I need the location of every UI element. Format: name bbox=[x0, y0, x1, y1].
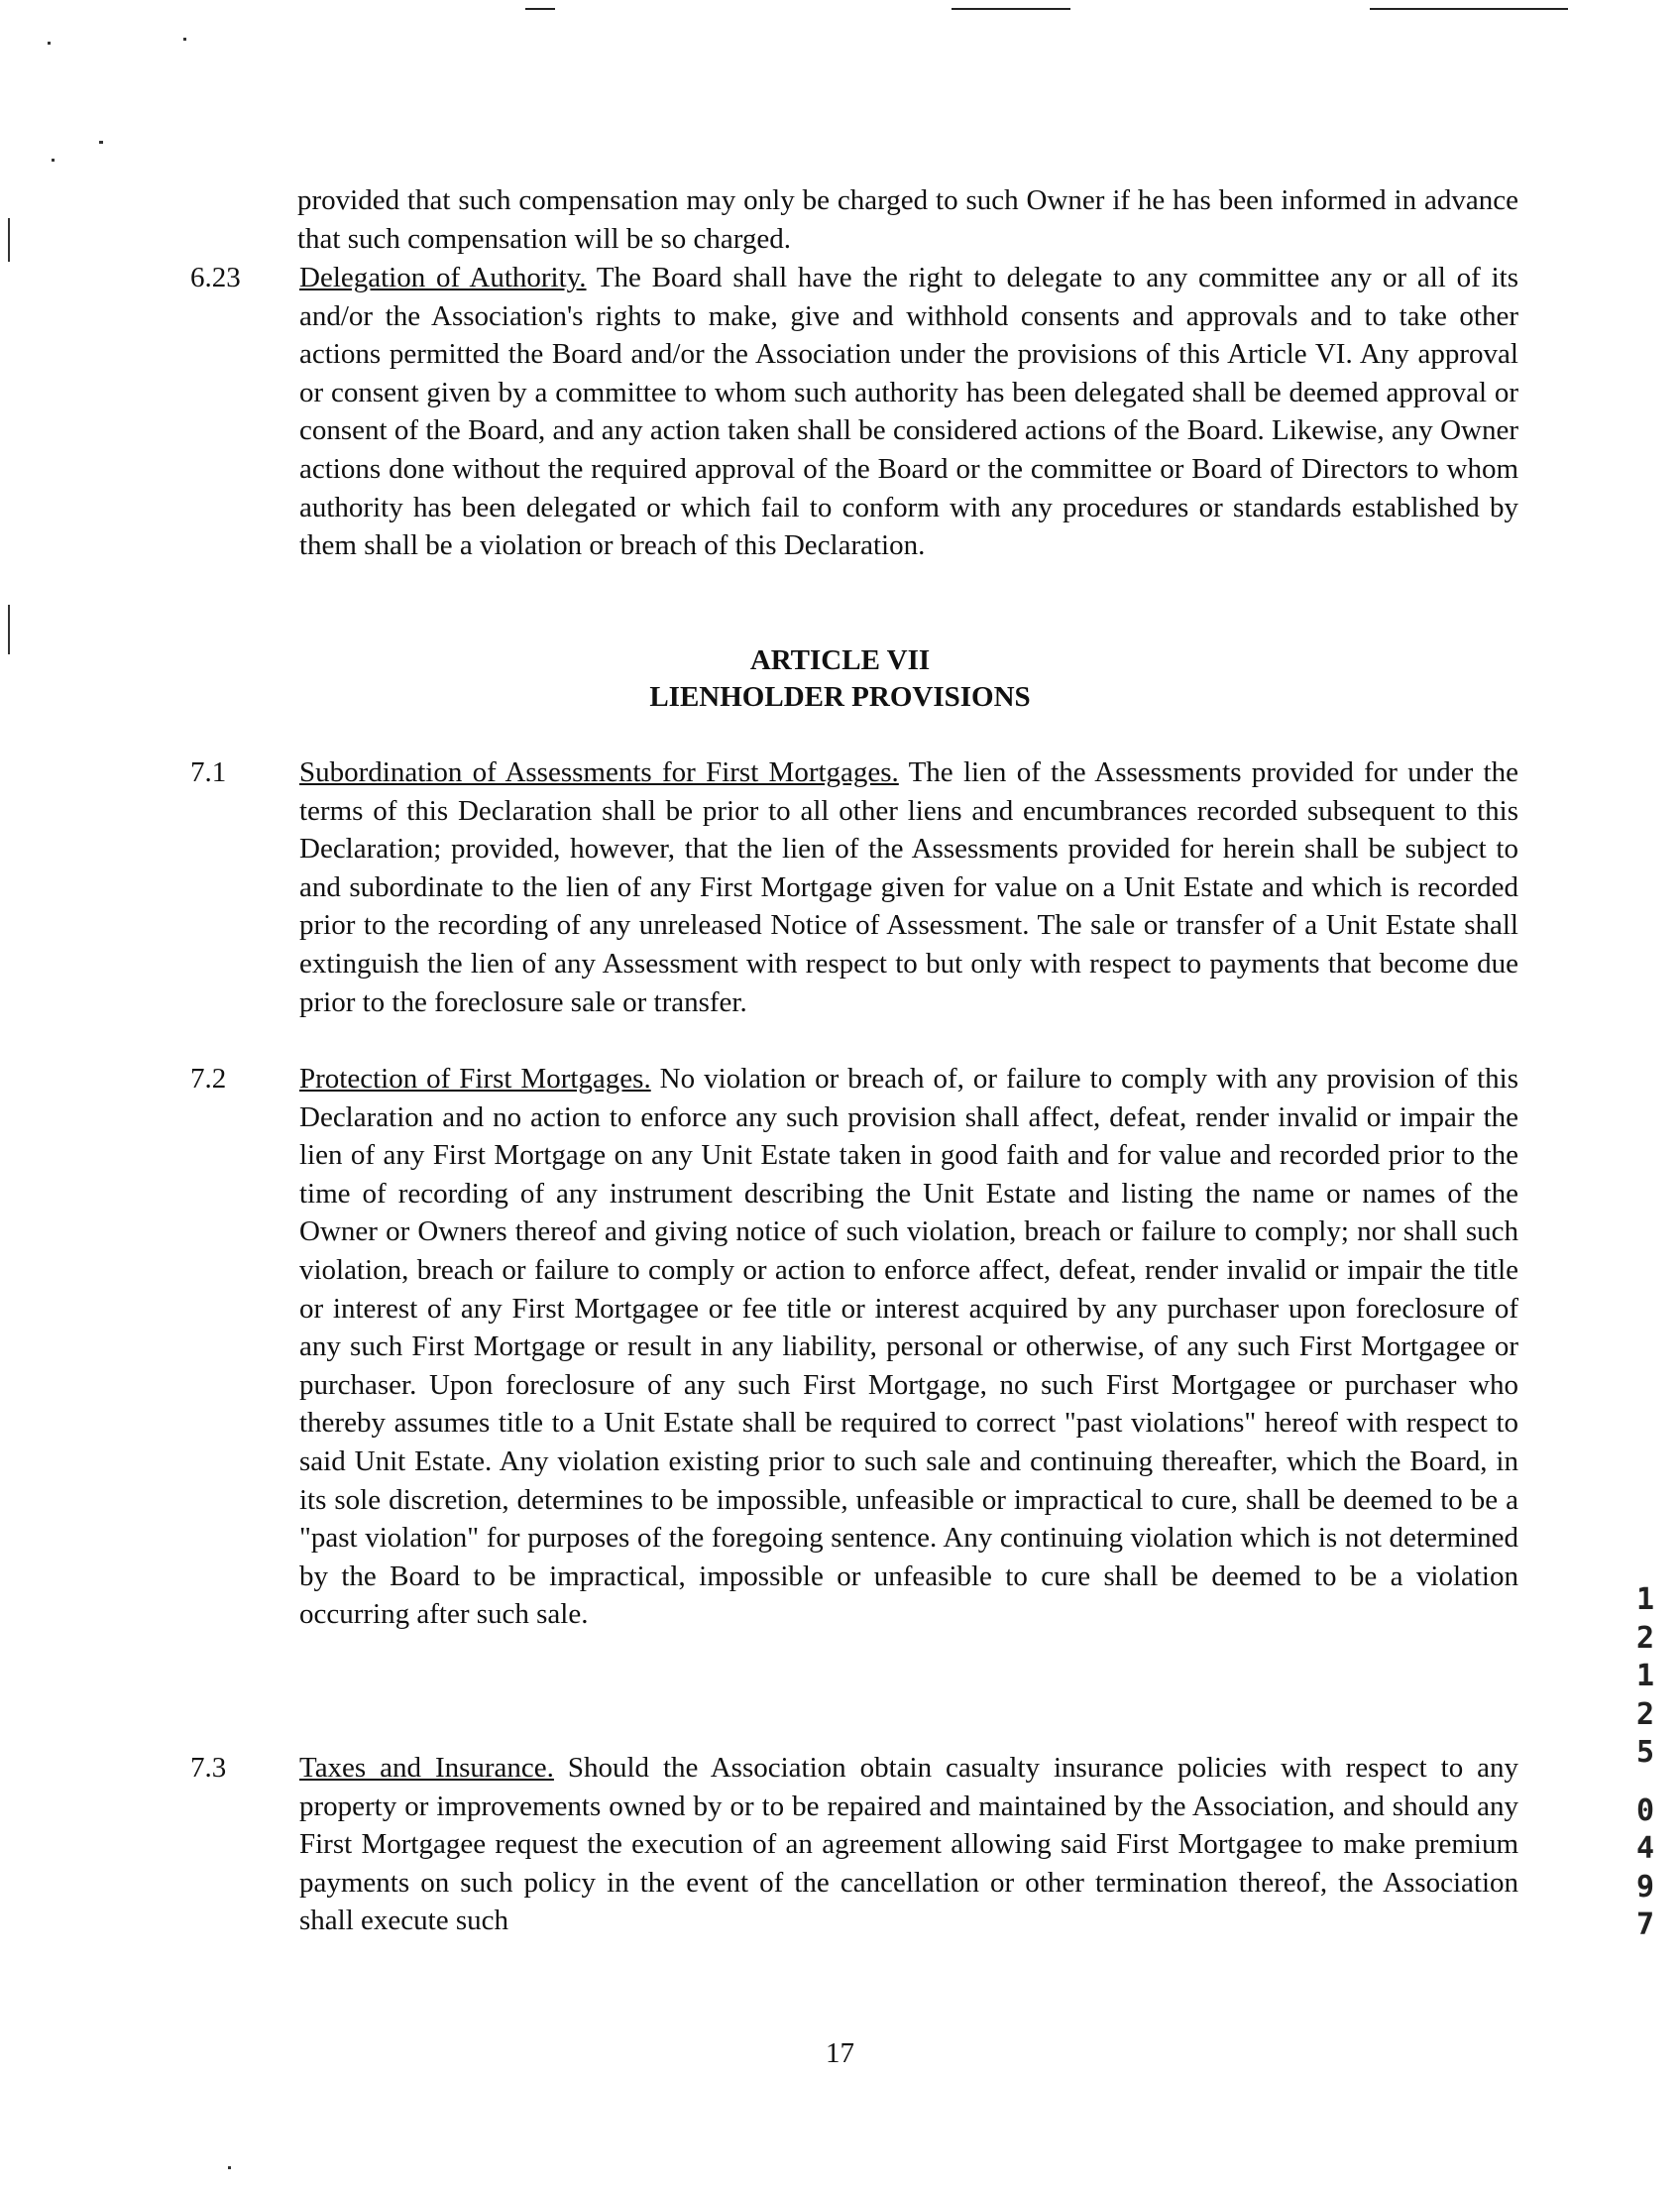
article-subtitle: LIENHOLDER PROVISIONS bbox=[649, 681, 1031, 713]
paragraph-body bbox=[299, 1749, 1518, 1940]
paragraph-7-3 bbox=[190, 1749, 1518, 1940]
section-heading: Subordination of Assessments for First Mortgages. bbox=[299, 756, 899, 788]
article-title: ARTICLE VII bbox=[749, 644, 931, 676]
section-text: Should the Association obtain casualty insurance policies with respect to any property or improvements owned by or to be repaired and maintained by the Association, and should any First Mortgagee request the execution of an agreement allowing said First Mortgagee to make premium payments on such policy in the event of the cancellation or other termination thereof, the Association shall execute such bbox=[299, 1752, 1519, 1937]
stamp-digit: 0 bbox=[1635, 1792, 1655, 1828]
section-text: The Board shall have the right to delegate to any committee any or all of its and/or the Association's rights to make, give and withhold consents and approvals and to take other actions permitted the Board and/or the Association under the provisions of this Article VI. Any approval or consent given by a committee to whom such authority has been delegated shall be deemed approval or consent of the Board, and any action taken shall be considered actions of the Board. Likewise, any Owner actions done without the required approval of the Board or the committee or Board of Directors to whom authority has been delegated or which fail to conform with any procedures or standards established by them shall be a violation or breach of this Declaration. bbox=[299, 262, 1518, 562]
scan-speck bbox=[52, 159, 55, 162]
section-number: 7.2 bbox=[190, 1063, 227, 1095]
stamp-digit: 2 bbox=[1635, 1620, 1655, 1656]
section-text: The lien of the Assessments provided for under the terms of this Declaration shall be prior to all other liens and encumbrances recorded subsequent to this Declaration; provided, however, that the lien of the Assessments provided for herein shall be subject to and subordinate to the lien of any First Mortgage given for value on a Unit Estate and which is recorded prior to the recording of any unreleased Notice of Assessment. The sale or transfer of a Unit Estate shall extinguish the lien of any Assessment with respect to but only with respect to payments that become due prior to the foreclosure sale or transfer. bbox=[299, 756, 1518, 1018]
stamp-digit: 4 bbox=[1635, 1831, 1655, 1866]
scan-rule-middle bbox=[952, 8, 1070, 10]
stamp-digit: 5 bbox=[1635, 1735, 1655, 1770]
stamp-digit: 1 bbox=[1635, 1582, 1655, 1617]
stamp-digit: 9 bbox=[1635, 1869, 1655, 1905]
paragraph-body bbox=[299, 259, 1518, 565]
paragraph-body bbox=[299, 753, 1518, 1021]
paragraph-7-1 bbox=[190, 753, 1518, 1021]
paragraph-6-22-continuation bbox=[190, 181, 1518, 258]
paragraph-text: provided that such compensation may only be charged to such Owner if he has been informed in advance that such compensation will be so charged. bbox=[297, 184, 1518, 255]
section-heading: Taxes and Insurance. bbox=[299, 1752, 554, 1784]
scan-rule-left bbox=[525, 8, 555, 10]
stamp-digit: 1 bbox=[1635, 1659, 1655, 1693]
scan-speck bbox=[48, 42, 51, 45]
stamp-digit: 2 bbox=[1635, 1696, 1655, 1732]
page-number: 17 bbox=[826, 2037, 854, 2069]
section-heading: Protection of First Mortgages. bbox=[299, 1063, 651, 1095]
paragraph-7-2 bbox=[190, 1060, 1518, 1634]
paragraph-body bbox=[299, 1060, 1518, 1634]
scan-speck bbox=[8, 218, 10, 262]
recording-number-stamp bbox=[1628, 1581, 1662, 1945]
section-number: 7.3 bbox=[190, 1752, 227, 1784]
stamp-digit: 7 bbox=[1635, 1907, 1655, 1942]
section-text: No violation or breach of, or failure to comply with any provision of this Declaration and no action to enforce any such provision shall affect, defeat, render invalid or impair the lien of any First Mortgage on any Unit Estate taken in good faith and for value and recorded prior to the time of recording of any instrument describing the Unit Estate and listing the name or names of the Owner or Owners thereof and giving notice of such violation, breach or failure to comply; nor shall such violation, breach or failure to comply or action to enforce affect, defeat, render invalid or impair the title or interest of any First Mortgagee or fee title or interest acquired by any purchaser upon foreclosure of any such First Mortgage or result in any liability, personal or otherwise, of any such First Mortgagee or purchaser. Upon foreclosure of any such First Mortgage, no such First Mortgagee or purchaser who thereby assumes title to a Unit Estate shall be required to correct "past violations" hereof with respect to said Unit Estate. Any violation existing prior to such sale and continuing thereafter, which the Board, in its sole discretion, determines to be impossible, unfeasible or impractical to cure, shall be deemed to be a "past violation" for purposes of the foregoing sentence. Any continuing violation which is not determined by the Board to be impractical, impossible or unfeasible to cure shall be deemed to be a violation occurring after such sale. bbox=[299, 1063, 1518, 1631]
scan-rule-right bbox=[1370, 8, 1568, 10]
section-number: 6.23 bbox=[190, 262, 241, 293]
scan-speck bbox=[228, 2166, 231, 2169]
paragraph-6-23 bbox=[190, 259, 1518, 565]
scan-speck bbox=[99, 141, 103, 144]
scan-speck bbox=[183, 38, 186, 41]
section-heading: Delegation of Authority. bbox=[299, 262, 587, 293]
section-number: 7.1 bbox=[190, 756, 227, 788]
